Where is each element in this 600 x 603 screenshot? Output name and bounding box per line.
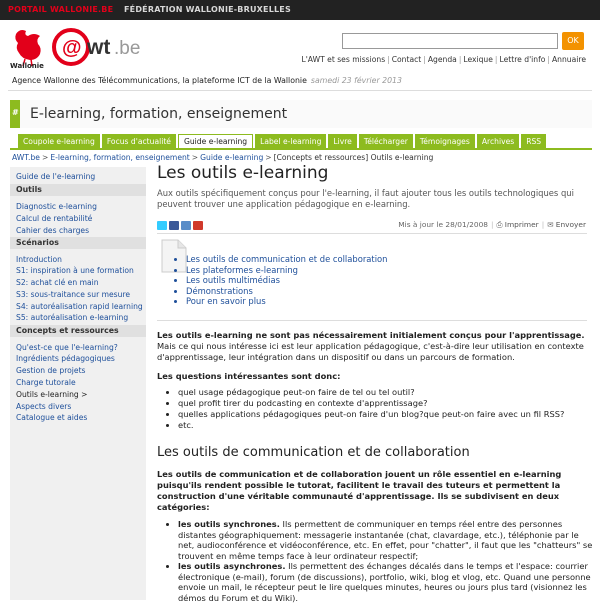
send-link[interactable]: Envoyer <box>555 220 586 229</box>
google-icon[interactable] <box>193 221 203 230</box>
wallonie-logo-text: Wallonie <box>10 62 44 70</box>
section-title: E-learning, formation, enseignement <box>30 106 288 122</box>
sidebar-item-s1[interactable]: S1: inspiration à une formation <box>16 266 134 275</box>
sidebar-item-gestion[interactable]: Gestion de projets <box>16 366 86 375</box>
breadcrumb-guide[interactable]: Guide e-learning <box>200 153 264 162</box>
sidebar-heading-concepts <box>10 325 146 337</box>
toplink-annuaire[interactable]: Annuaire <box>551 55 586 64</box>
svg-text:.be: .be <box>114 38 141 59</box>
awt-logo[interactable] <box>50 26 150 68</box>
list-item: • quelles applications pédagogiques peut-on faire d'un blog?que peut-on faire avec un fil RSS? <box>178 409 564 420</box>
toc-item[interactable]: • Les plateformes e-learning <box>186 265 387 276</box>
updated-date: Mis à jour le 28/01/2008 <box>398 220 488 229</box>
facebook-icon[interactable] <box>169 221 179 230</box>
paragraph-body: Mais ce qui nous intéresse ici est leur application pédagogique, c'est-à-dire leur utilisation en contexte d'apprentissage, leur intégration dans un dispositif ou dans un parcours de formation. <box>157 341 584 362</box>
sidebar-item-quest-ce[interactable]: Qu'est-ce que l'e-learning? <box>16 343 118 352</box>
intro-text: Aux outils spécifiquement conçus pour l'e-learning, il faut ajouter tous les outils technologiques qui peuvent trouver une application pédagogique en e-learning. <box>157 188 574 209</box>
article-meta: Mis à jour le 28/01/2008 | ⎙ Imprimer | ✉ Envoyer <box>398 220 586 229</box>
tab-livre[interactable]: Livre <box>328 134 356 149</box>
sidebar-item-s5[interactable]: S5: autoréalisation e-learning <box>16 313 129 322</box>
sidebar-item-s2[interactable]: S2: achat clé en main <box>16 278 99 287</box>
paragraph-intro <box>157 330 587 363</box>
toplink-agenda[interactable]: Agenda <box>427 55 457 64</box>
toc-item[interactable]: • Démonstrations <box>186 286 387 297</box>
toplink-missions[interactable]: L'AWT et ses missions <box>301 55 386 64</box>
sidebar-heading-scenarios <box>10 237 146 249</box>
section-tabs <box>18 134 548 149</box>
toc-item[interactable]: • Pour en savoir plus <box>186 296 387 307</box>
sidebar-item-rentabilite[interactable]: Calcul de rentabilité <box>16 214 93 223</box>
list-item <box>178 519 596 561</box>
sidebar-item-s3[interactable]: S3: sous-traitance sur mesure <box>16 290 131 299</box>
divider <box>157 320 587 321</box>
svg-text:@: @ <box>62 37 82 59</box>
sidebar-heading-label: Concepts et ressources <box>16 326 119 335</box>
list-item <box>178 561 596 603</box>
tab-archives[interactable]: Archives <box>477 134 519 149</box>
current-date: samedi 23 février 2013 <box>310 76 402 85</box>
tab-temoignages[interactable]: Témoignages <box>415 134 475 149</box>
site-tagline <box>12 76 402 85</box>
list-item-body: Ils permettent des échanges décalés dans le temps et l'espace: courrier électronique (e-mail), forum (de discussions), portfolio, wiki, blog et vlog, etc. Quand une personne envoie un mail, le récepteur peut le lire quelques minutes, heures ou jours plus tard (visionnez les démos du Forum et du Wiki). <box>178 561 591 603</box>
list-item-lead: les outils synchrones. <box>178 519 280 529</box>
top-bar <box>0 0 600 20</box>
sidebar-heading-label: Outils <box>16 185 42 194</box>
divider <box>8 90 592 91</box>
list-item: • quel usage pédagogique peut-on faire de tel ou tel outil? <box>178 387 564 398</box>
toplink-lexique[interactable]: Lexique <box>463 55 493 64</box>
section-marker <box>10 100 20 128</box>
questions-list <box>168 387 564 431</box>
sidebar <box>10 167 146 600</box>
sidebar-item-guide[interactable]: Guide de l'e-learning <box>16 172 96 181</box>
sidebar-item-aspects[interactable]: Aspects divers <box>16 402 72 411</box>
sidebar-item-catalogue[interactable]: Catalogue et aides <box>16 413 88 422</box>
toplink-newsletter[interactable]: Lettre d'info <box>499 55 546 64</box>
twitter-icon[interactable] <box>157 221 167 230</box>
tab-coupole[interactable]: Coupole e-learning <box>18 134 100 149</box>
questions-heading: Les questions intéressantes sont donc: <box>157 371 341 381</box>
breadcrumb: AWT.be > E-learning, formation, enseignement > Guide e-learning > [Concepts et ressources] Outils e-learning <box>12 153 434 162</box>
page-title: Les outils e-learning <box>157 163 329 183</box>
sidebar-heading-label: Scénarios <box>16 238 59 247</box>
toplink-contact[interactable]: Contact <box>391 55 422 64</box>
top-links: L'AWT et ses missions | Contact | Agenda | Lexique | Lettre d'info | Annuaire <box>301 55 586 64</box>
tab-label[interactable]: Label e-learning <box>255 134 326 149</box>
divider <box>157 233 587 234</box>
table-of-contents <box>174 254 387 307</box>
toc-item[interactable]: • Les outils multimédias <box>186 275 387 286</box>
print-link[interactable]: Imprimer <box>504 220 539 229</box>
toc-item[interactable]: • Les outils de communication et de collaboration <box>186 254 387 265</box>
sidebar-item-charge[interactable]: Charge tutorale <box>16 378 76 387</box>
tabs-underline <box>10 148 592 150</box>
tab-focus[interactable]: Focus d'actualité <box>102 134 176 149</box>
list-item-lead: les outils asynchrones. <box>178 561 286 571</box>
list-item-body: Ils permettent de communiquer en temps réel entre des personnes distantes géographiquement: messagerie instantanée (chat, clavardage, etc.), téléphonie par le net, audioconférence et vidéoconférence, etc. En effet, pour "chatter", il faut que les "chatteurs" se trouvent en même temps face à leur ordinateur respectif; <box>178 519 593 561</box>
sidebar-item-cahier[interactable]: Cahier des charges <box>16 226 90 235</box>
svg-text:wt: wt <box>87 36 111 59</box>
sidebar-item-outils-current[interactable]: Outils e-learning > <box>16 390 88 399</box>
portal-link[interactable]: PORTAIL WALLONIE.BE <box>8 5 114 14</box>
search-ok-button[interactable]: OK <box>562 32 584 50</box>
section-mark-glyph: # <box>12 108 19 117</box>
tab-telecharger[interactable]: Télécharger <box>359 134 413 149</box>
breadcrumb-section[interactable]: E-learning, formation, enseignement <box>50 153 190 162</box>
delicious-icon[interactable] <box>181 221 191 230</box>
section-heading: Les outils de communication et de collaboration <box>157 445 470 460</box>
paragraph-communication: Les outils de communication et de collaboration jouent un rôle essentiel en e-learning puisqu'ils rendent possible le tutorat, facilitent le travail des tuteurs et permettent la construction d'une véritable communauté d'apprentissage. Ils se subdivisent en deux catégories: <box>157 469 562 512</box>
sidebar-item-diagnostic[interactable]: Diagnostic e-learning <box>16 202 97 211</box>
sidebar-item-introduction[interactable]: Introduction <box>16 255 62 264</box>
federation-link[interactable]: FÉDÉRATION WALLONIE-BRUXELLES <box>124 5 291 14</box>
paragraph-lead: Les outils e-learning ne sont pas nécessairement initialement conçus pour l'apprentissage. <box>157 330 585 340</box>
tab-guide[interactable]: Guide e-learning <box>178 134 253 149</box>
sidebar-item-s4[interactable]: S4: autoréalisation rapid learning <box>16 302 143 311</box>
tagline-text: Agence Wallonne des Télécommunications, la plateforme ICT de la Wallonie <box>12 76 307 85</box>
mail-icon[interactable]: ✉ <box>547 220 554 229</box>
sidebar-heading-outils <box>10 184 146 196</box>
tab-rss[interactable]: RSS <box>521 134 546 149</box>
search-input[interactable] <box>342 33 558 49</box>
social-share-icons <box>157 221 203 230</box>
tools-list <box>168 519 596 603</box>
sidebar-item-ingredients[interactable]: Ingrédients pédagogiques <box>16 354 115 363</box>
list-item: • quel profit tirer du podcasting en contexte d'apprentissage? <box>178 398 564 409</box>
breadcrumb-current: [Concepts et ressources] Outils e-learning <box>273 153 434 162</box>
print-icon[interactable]: ⎙ <box>496 220 503 229</box>
list-item: • etc. <box>178 420 564 431</box>
breadcrumb-home[interactable]: AWT.be <box>12 153 40 162</box>
